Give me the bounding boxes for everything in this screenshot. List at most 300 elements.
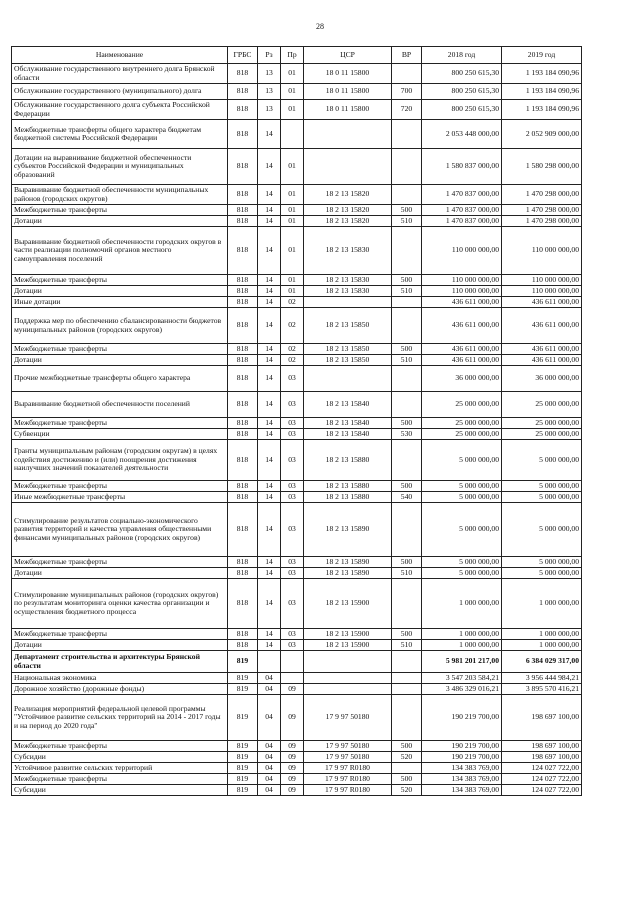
row-csr: 18 2 13 15820 (304, 205, 392, 216)
table-header-row (12, 47, 582, 64)
row-csr: 18 2 13 15880 (304, 440, 392, 481)
row-grbs: 819 (228, 673, 258, 684)
row-name: Межбюджетные трансферты (12, 741, 228, 752)
row-csr: 18 2 13 15900 (304, 579, 392, 629)
row-grbs: 818 (228, 185, 258, 205)
row-vr (392, 366, 422, 392)
row-grbs: 819 (228, 684, 258, 695)
table-row (12, 785, 582, 796)
row-2018: 190 219 700,00 (422, 695, 502, 741)
row-pr: 09 (281, 752, 304, 763)
row-csr (304, 120, 392, 149)
row-csr: 18 2 13 15830 (304, 286, 392, 297)
row-2019: 110 000 000,00 (502, 286, 582, 297)
row-vr: 720 (392, 100, 422, 120)
row-rz: 14 (258, 308, 281, 344)
table-row (12, 227, 582, 275)
row-rz: 14 (258, 392, 281, 418)
row-rz: 14 (258, 120, 281, 149)
row-pr: 09 (281, 763, 304, 774)
table-body (12, 64, 582, 796)
row-vr (392, 308, 422, 344)
row-vr: 500 (392, 275, 422, 286)
row-rz: 04 (258, 684, 281, 695)
row-pr: 03 (281, 503, 304, 557)
row-pr: 03 (281, 568, 304, 579)
row-vr (392, 149, 422, 185)
row-csr: 18 2 13 15880 (304, 492, 392, 503)
row-vr (392, 684, 422, 695)
table-row (12, 568, 582, 579)
row-2019: 1 193 184 090,96 (502, 84, 582, 100)
row-vr: 510 (392, 286, 422, 297)
row-rz: 14 (258, 216, 281, 227)
row-2018: 5 000 000,00 (422, 440, 502, 481)
row-2018: 25 000 000,00 (422, 418, 502, 429)
row-grbs: 818 (228, 205, 258, 216)
row-csr: 18 2 13 15880 (304, 481, 392, 492)
table-row (12, 763, 582, 774)
row-pr: 03 (281, 392, 304, 418)
row-rz: 14 (258, 492, 281, 503)
row-2019: 1 580 298 000,00 (502, 149, 582, 185)
row-name: Субсидии (12, 752, 228, 763)
row-2018: 110 000 000,00 (422, 286, 502, 297)
row-vr: 500 (392, 344, 422, 355)
row-2019: 124 027 722,00 (502, 774, 582, 785)
header-vr: ВР (392, 47, 422, 64)
row-name: Дотации (12, 568, 228, 579)
row-pr (281, 651, 304, 673)
table-row (12, 684, 582, 695)
row-name: Обслуживание государственного внутреннего долга Брянской области (12, 64, 228, 84)
row-2019: 198 697 100,00 (502, 695, 582, 741)
row-2018: 1 470 837 000,00 (422, 216, 502, 227)
table-row (12, 392, 582, 418)
table-row (12, 355, 582, 366)
row-vr (392, 297, 422, 308)
table-row (12, 286, 582, 297)
row-vr (392, 579, 422, 629)
table-row (12, 185, 582, 205)
row-rz: 14 (258, 355, 281, 366)
row-rz: 14 (258, 579, 281, 629)
row-rz: 14 (258, 568, 281, 579)
row-vr: 500 (392, 418, 422, 429)
table-row (12, 64, 582, 84)
row-csr: 18 2 13 15830 (304, 227, 392, 275)
row-2019: 3 956 444 984,21 (502, 673, 582, 684)
row-csr (304, 366, 392, 392)
row-grbs: 818 (228, 297, 258, 308)
row-2018: 5 000 000,00 (422, 568, 502, 579)
table-row (12, 84, 582, 100)
row-2019: 1 470 298 000,00 (502, 216, 582, 227)
row-pr: 03 (281, 418, 304, 429)
row-pr: 09 (281, 741, 304, 752)
row-csr: 17 9 97 R0180 (304, 763, 392, 774)
table-row (12, 481, 582, 492)
row-pr: 01 (281, 286, 304, 297)
row-name: Дотации (12, 216, 228, 227)
row-2018: 1 470 837 000,00 (422, 205, 502, 216)
row-csr: 18 2 13 15840 (304, 418, 392, 429)
row-name: Дотации (12, 355, 228, 366)
row-pr: 03 (281, 481, 304, 492)
row-grbs: 818 (228, 557, 258, 568)
row-name: Межбюджетные трансферты (12, 344, 228, 355)
table-row (12, 205, 582, 216)
table-row (12, 774, 582, 785)
row-grbs: 819 (228, 785, 258, 796)
row-grbs: 818 (228, 640, 258, 651)
table-row (12, 752, 582, 763)
row-2019: 436 611 000,00 (502, 308, 582, 344)
row-csr (304, 673, 392, 684)
row-grbs: 819 (228, 651, 258, 673)
row-grbs: 818 (228, 308, 258, 344)
row-2018: 190 219 700,00 (422, 752, 502, 763)
table-row (12, 651, 582, 673)
row-grbs: 818 (228, 481, 258, 492)
row-csr: 18 0 11 15800 (304, 64, 392, 84)
row-vr: 530 (392, 429, 422, 440)
table-row (12, 741, 582, 752)
row-2018: 800 250 615,30 (422, 64, 502, 84)
row-2018: 5 981 201 217,00 (422, 651, 502, 673)
row-rz: 14 (258, 297, 281, 308)
row-name: Прочие межбюджетные трансферты общего характера (12, 366, 228, 392)
row-pr: 09 (281, 695, 304, 741)
row-pr: 02 (281, 308, 304, 344)
row-2018: 25 000 000,00 (422, 429, 502, 440)
row-rz: 14 (258, 185, 281, 205)
row-2019: 1 000 000,00 (502, 629, 582, 640)
row-name: Выравнивание бюджетной обеспеченности муниципальных районов (городских округов) (12, 185, 228, 205)
row-name: Межбюджетные трансферты (12, 205, 228, 216)
row-2018: 3 547 203 584,21 (422, 673, 502, 684)
row-2019: 25 000 000,00 (502, 392, 582, 418)
row-pr: 01 (281, 185, 304, 205)
row-rz: 14 (258, 227, 281, 275)
row-rz: 14 (258, 629, 281, 640)
budget-table (11, 46, 582, 796)
row-grbs: 818 (228, 568, 258, 579)
row-grbs: 818 (228, 579, 258, 629)
row-rz: 04 (258, 752, 281, 763)
row-2019: 1 470 298 000,00 (502, 205, 582, 216)
row-name: Межбюджетные трансферты (12, 275, 228, 286)
row-name: Межбюджетные трансферты (12, 481, 228, 492)
row-pr: 01 (281, 216, 304, 227)
row-vr: 500 (392, 629, 422, 640)
row-grbs: 818 (228, 503, 258, 557)
header-name: Наименование (12, 47, 228, 64)
row-2018: 110 000 000,00 (422, 227, 502, 275)
row-rz: 04 (258, 774, 281, 785)
row-csr (304, 684, 392, 695)
row-2019: 124 027 722,00 (502, 763, 582, 774)
row-vr (392, 651, 422, 673)
row-grbs: 818 (228, 149, 258, 185)
row-pr: 02 (281, 355, 304, 366)
header-2018: 2018 год (422, 47, 502, 64)
row-2018: 436 611 000,00 (422, 297, 502, 308)
row-name: Дотации на выравнивание бюджетной обеспеченности субъектов Российской Федерации и муниципальных образований (12, 149, 228, 185)
row-pr: 01 (281, 84, 304, 100)
row-name: Реализация мероприятий федеральной целевой программы "Устойчивое развитие сельских территорий на 2014 - 2017 годы и на период до 2020 года" (12, 695, 228, 741)
row-vr (392, 227, 422, 275)
row-pr: 02 (281, 297, 304, 308)
row-2019: 198 697 100,00 (502, 752, 582, 763)
row-2018: 5 000 000,00 (422, 481, 502, 492)
row-2018: 25 000 000,00 (422, 392, 502, 418)
row-2018: 5 000 000,00 (422, 503, 502, 557)
row-csr (304, 651, 392, 673)
header-csr: ЦСР (304, 47, 392, 64)
row-grbs: 818 (228, 355, 258, 366)
row-grbs: 818 (228, 286, 258, 297)
row-2018: 134 383 769,00 (422, 785, 502, 796)
table-row (12, 695, 582, 741)
row-grbs: 818 (228, 216, 258, 227)
row-pr: 01 (281, 227, 304, 275)
row-grbs: 818 (228, 366, 258, 392)
row-pr: 09 (281, 774, 304, 785)
row-name: Межбюджетные трансферты (12, 629, 228, 640)
row-2019: 5 000 000,00 (502, 440, 582, 481)
row-pr: 01 (281, 149, 304, 185)
row-2019: 5 000 000,00 (502, 481, 582, 492)
row-2018: 3 486 329 016,21 (422, 684, 502, 695)
table-row (12, 440, 582, 481)
row-name: Дотации (12, 640, 228, 651)
row-rz: 04 (258, 695, 281, 741)
row-csr: 18 2 13 15850 (304, 344, 392, 355)
table-row (12, 149, 582, 185)
row-grbs: 818 (228, 440, 258, 481)
row-rz: 14 (258, 286, 281, 297)
table-row (12, 503, 582, 557)
table-row (12, 100, 582, 120)
row-2019: 5 000 000,00 (502, 492, 582, 503)
table-row (12, 308, 582, 344)
row-vr: 510 (392, 216, 422, 227)
row-2019: 1 470 298 000,00 (502, 185, 582, 205)
row-2018: 36 000 000,00 (422, 366, 502, 392)
row-2019: 5 000 000,00 (502, 503, 582, 557)
row-grbs: 818 (228, 227, 258, 275)
row-grbs: 818 (228, 492, 258, 503)
row-2018: 436 611 000,00 (422, 355, 502, 366)
row-grbs: 818 (228, 64, 258, 84)
row-pr: 01 (281, 205, 304, 216)
row-2018: 5 000 000,00 (422, 557, 502, 568)
row-rz: 14 (258, 205, 281, 216)
row-vr: 510 (392, 568, 422, 579)
row-csr: 18 2 13 15820 (304, 185, 392, 205)
row-vr (392, 440, 422, 481)
row-name: Поддержка мер по обеспечению сбалансированности бюджетов муниципальных районов (городских округов) (12, 308, 228, 344)
table-row (12, 418, 582, 429)
row-rz: 14 (258, 557, 281, 568)
row-pr: 03 (281, 366, 304, 392)
header-2019: 2019 год (502, 47, 582, 64)
row-csr: 18 2 13 15890 (304, 568, 392, 579)
row-name: Межбюджетные трансферты (12, 774, 228, 785)
row-rz: 14 (258, 366, 281, 392)
row-2019: 110 000 000,00 (502, 275, 582, 286)
row-pr: 03 (281, 557, 304, 568)
row-name: Межбюджетные трансферты (12, 418, 228, 429)
row-pr: 09 (281, 785, 304, 796)
row-pr: 01 (281, 64, 304, 84)
row-2019: 1 000 000,00 (502, 579, 582, 629)
row-2019: 36 000 000,00 (502, 366, 582, 392)
row-grbs: 818 (228, 100, 258, 120)
row-vr: 500 (392, 205, 422, 216)
row-csr: 18 2 13 15850 (304, 355, 392, 366)
header-rz: Рз (258, 47, 281, 64)
row-csr: 18 2 13 15900 (304, 629, 392, 640)
row-csr: 18 2 13 15830 (304, 275, 392, 286)
table-row (12, 275, 582, 286)
row-name: Иные дотации (12, 297, 228, 308)
row-name: Субсидии (12, 785, 228, 796)
row-pr (281, 120, 304, 149)
row-name: Гранты муниципальным районам (городским округам) в целях содействия достижению и (или) поощрения достижения наилучших значений показателей деятельности (12, 440, 228, 481)
row-vr: 520 (392, 785, 422, 796)
table-row (12, 297, 582, 308)
table-row (12, 579, 582, 629)
row-csr: 18 2 13 15820 (304, 216, 392, 227)
row-rz: 14 (258, 481, 281, 492)
row-2018: 1 580 837 000,00 (422, 149, 502, 185)
row-csr: 18 2 13 15840 (304, 429, 392, 440)
row-2018: 436 611 000,00 (422, 308, 502, 344)
row-csr: 17 9 97 50180 (304, 741, 392, 752)
row-name: Обслуживание государственного долга субъекта Российской Федерации (12, 100, 228, 120)
row-2019: 5 000 000,00 (502, 568, 582, 579)
row-2018: 2 053 448 000,00 (422, 120, 502, 149)
row-2018: 1 470 837 000,00 (422, 185, 502, 205)
row-2019: 436 611 000,00 (502, 355, 582, 366)
row-name: Выравнивание бюджетной обеспеченности городских округов в части реализации полномочий органов местного самоуправления поселений (12, 227, 228, 275)
row-vr: 540 (392, 492, 422, 503)
row-grbs: 819 (228, 695, 258, 741)
row-grbs: 818 (228, 629, 258, 640)
row-vr (392, 695, 422, 741)
row-2019: 198 697 100,00 (502, 741, 582, 752)
row-2019: 2 052 909 000,00 (502, 120, 582, 149)
row-rz: 13 (258, 84, 281, 100)
row-name: Департамент строительства и архитектуры Брянской области (12, 651, 228, 673)
row-name: Иные межбюджетные трансферты (12, 492, 228, 503)
row-rz: 04 (258, 763, 281, 774)
row-csr: 18 2 13 15900 (304, 640, 392, 651)
row-csr: 18 2 13 15840 (304, 392, 392, 418)
row-vr (392, 392, 422, 418)
row-vr: 500 (392, 774, 422, 785)
row-csr: 17 9 97 50180 (304, 695, 392, 741)
row-rz: 13 (258, 64, 281, 84)
row-rz: 14 (258, 640, 281, 651)
table-row (12, 492, 582, 503)
row-pr: 03 (281, 629, 304, 640)
header-grbs: ГРБС (228, 47, 258, 64)
row-2019: 436 611 000,00 (502, 344, 582, 355)
row-rz: 14 (258, 344, 281, 355)
row-vr: 500 (392, 741, 422, 752)
row-rz: 04 (258, 741, 281, 752)
row-2019: 6 384 029 317,00 (502, 651, 582, 673)
row-vr (392, 763, 422, 774)
row-name: Обслуживание государственного (муниципального) долга (12, 84, 228, 100)
row-2018: 134 383 769,00 (422, 763, 502, 774)
table-row (12, 557, 582, 568)
row-name: Дорожное хозяйство (дорожные фонды) (12, 684, 228, 695)
row-2019: 25 000 000,00 (502, 429, 582, 440)
row-rz (258, 651, 281, 673)
table-row (12, 366, 582, 392)
row-name: Межбюджетные трансферты общего характера бюджетам бюджетной системы Российской Федерации (12, 120, 228, 149)
row-vr (392, 503, 422, 557)
table-row (12, 120, 582, 149)
page-number: 28 (316, 22, 324, 31)
row-rz: 14 (258, 149, 281, 185)
row-2018: 134 383 769,00 (422, 774, 502, 785)
row-csr: 17 9 97 R0180 (304, 774, 392, 785)
row-csr (304, 149, 392, 185)
row-rz: 14 (258, 503, 281, 557)
row-grbs: 819 (228, 752, 258, 763)
row-vr: 510 (392, 355, 422, 366)
row-pr: 09 (281, 684, 304, 695)
row-grbs: 818 (228, 84, 258, 100)
row-csr (304, 297, 392, 308)
row-pr: 01 (281, 100, 304, 120)
row-pr: 03 (281, 492, 304, 503)
row-csr: 18 2 13 15890 (304, 503, 392, 557)
row-pr (281, 673, 304, 684)
row-name: Выравнивание бюджетной обеспеченности поселений (12, 392, 228, 418)
table-row (12, 673, 582, 684)
row-rz: 14 (258, 275, 281, 286)
row-2018: 5 000 000,00 (422, 492, 502, 503)
row-vr (392, 120, 422, 149)
row-2018: 190 219 700,00 (422, 741, 502, 752)
row-vr: 700 (392, 84, 422, 100)
row-vr: 520 (392, 752, 422, 763)
row-grbs: 818 (228, 392, 258, 418)
table-row (12, 629, 582, 640)
row-2018: 110 000 000,00 (422, 275, 502, 286)
row-2019: 124 027 722,00 (502, 785, 582, 796)
row-vr (392, 673, 422, 684)
row-name: Субвенции (12, 429, 228, 440)
table-row (12, 344, 582, 355)
row-pr: 03 (281, 440, 304, 481)
table-row (12, 429, 582, 440)
row-grbs: 818 (228, 344, 258, 355)
row-grbs: 818 (228, 418, 258, 429)
row-grbs: 819 (228, 763, 258, 774)
row-rz: 14 (258, 418, 281, 429)
row-2019: 1 000 000,00 (502, 640, 582, 651)
row-csr: 17 9 97 50180 (304, 752, 392, 763)
row-2018: 1 000 000,00 (422, 640, 502, 651)
row-name: Устойчивое развитие сельских территорий (12, 763, 228, 774)
